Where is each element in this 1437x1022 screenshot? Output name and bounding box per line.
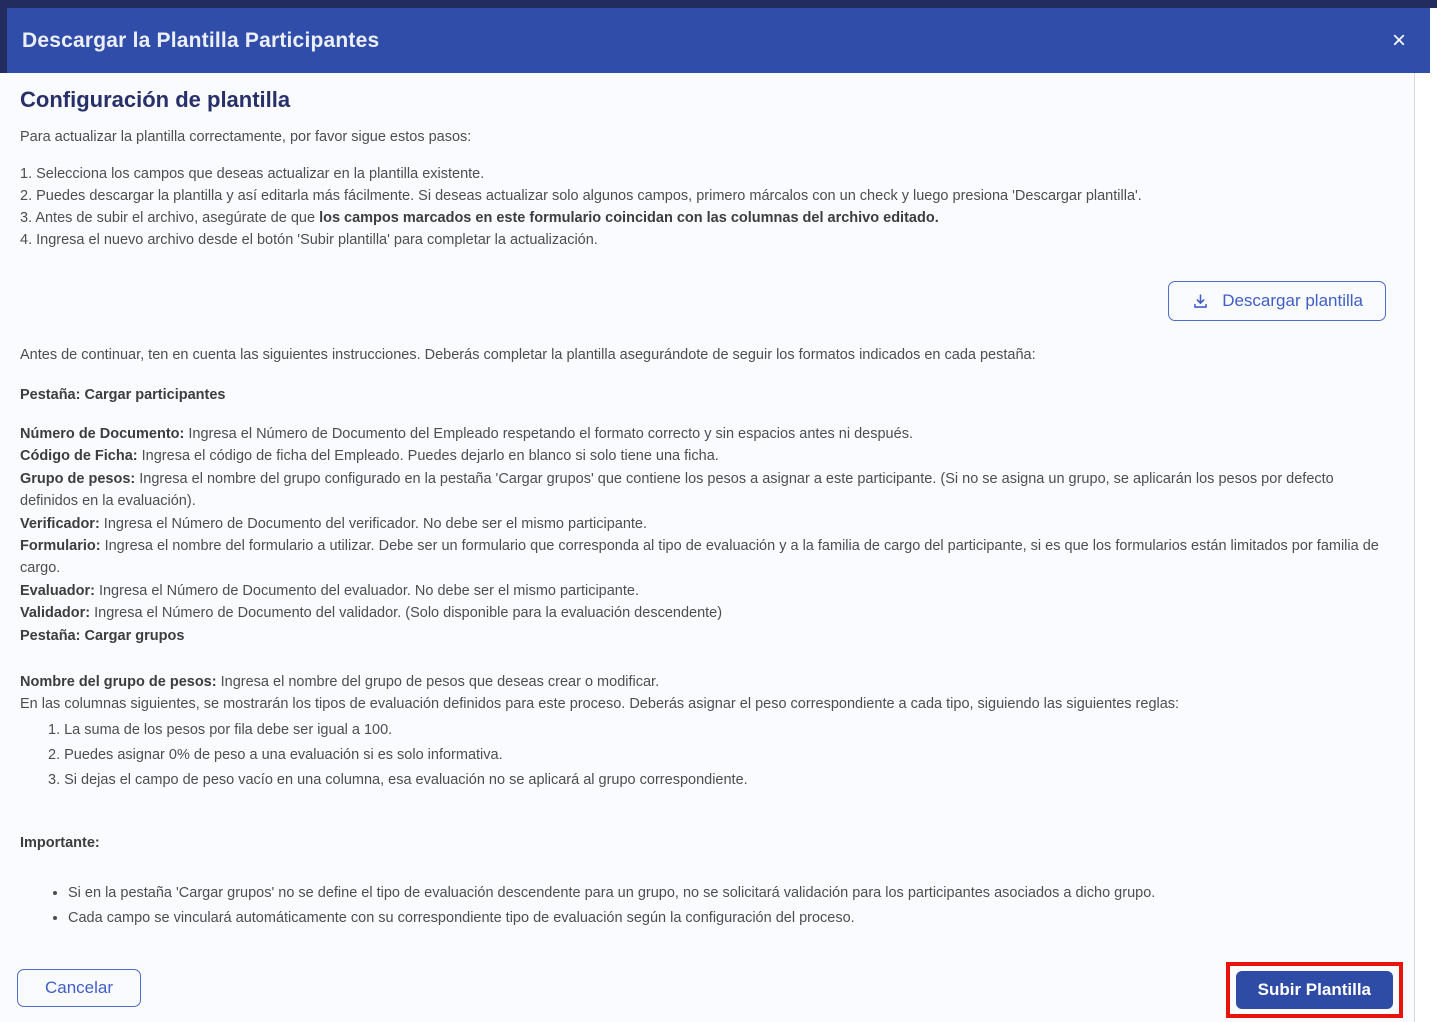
- field-text: Ingresa el nombre del grupo de pesos que deseas crear o modificar.: [216, 674, 660, 691]
- tab-groups-heading: Pestaña: Cargar grupos: [20, 627, 185, 644]
- rules-list: [20, 718, 1390, 793]
- field-label: Número de Documento:: [20, 426, 185, 442]
- group-name-line: [20, 671, 1390, 693]
- field-text: Ingresa el nombre del grupo configurado en la pestaña 'Cargar grupos' que contiene los pesos a asignar a este participante. (Si no se asigna un grupo, se aplicarán los pesos por defecto definidos en la evaluación).: [20, 470, 1334, 510]
- backdrop-edge-left: [0, 8, 7, 73]
- page-title: Configuración de plantilla: [20, 87, 291, 112]
- step-text: 3. Antes de subir el archivo, asegúrate de que: [20, 210, 320, 226]
- close-icon: ×: [1391, 26, 1406, 54]
- field-text: Ingresa el nombre del formulario a utilizar. Debe ser un formulario que corresponda al tipo de evaluación y a la familia de cargo del participante, si es que los formularios están limitados por familia de cargo.: [20, 538, 1379, 577]
- instructions-text: Antes de continuar, ten en cuenta las siguientes instrucciones. Deberás completar la plantilla asegurándote de seguir los formatos indicados en cada pestaña:: [20, 347, 1036, 363]
- field-line: [20, 602, 1390, 624]
- field-text: Ingresa el Número de Documento del validador. (Solo disponible para la evaluación descendente): [90, 605, 723, 622]
- field-line: [20, 423, 1390, 445]
- field-line: [20, 535, 1390, 580]
- important-list: [20, 881, 1390, 931]
- modal-body: [0, 73, 1415, 1022]
- backdrop-edge-top: [0, 0, 1437, 8]
- rule-item: 2. Puedes asignar 0% de peso a una evaluación si es solo informativa.: [48, 746, 503, 763]
- submit-highlight-annotation: [1226, 962, 1403, 1018]
- step-text: 1. Selecciona los campos que deseas actualizar en la plantilla existente.: [20, 166, 485, 182]
- important-item: • Si en la pestaña 'Cargar grupos' no se define el tipo de evaluación descendente para un grupo, no se solicitará validación para los participantes asociados a dicho grupo.: [68, 881, 1390, 906]
- columns-note: En las columnas siguientes, se mostrarán los tipos de evaluación definidos para este proceso. Deberás asignar el peso correspondiente a cada tipo, siguiendo las siguientes reglas:: [20, 696, 1180, 713]
- download-icon: [1191, 292, 1210, 311]
- important-heading: Importante:: [20, 834, 100, 851]
- field-label: Formulario:: [20, 538, 101, 555]
- step-text: 2. Puedes descargar la plantilla y así editarla más fácilmente. Si deseas actualizar solo algunos campos, primero márcalos con un check y luego presiona 'Descargar plantilla'.: [20, 188, 1142, 204]
- field-line: [20, 513, 1390, 535]
- tab-participants-heading: Pestaña: Cargar participantes: [20, 387, 226, 403]
- field-descriptions: [20, 423, 1390, 647]
- field-text: Ingresa el Número de Documento del Empleado respetando el formato correcto y sin espacios antes ni después.: [184, 426, 913, 442]
- field-label: Evaluador:: [20, 582, 95, 599]
- field-line: [20, 445, 1390, 467]
- scrollbar-gutter[interactable]: [1416, 73, 1437, 1022]
- important-item: • Cada campo se vinculará automáticamente con su correspondiente tipo de evaluación según la configuración del proceso.: [68, 906, 1390, 931]
- field-text: Ingresa el Número de Documento del verificador. No debe ser el mismo participante.: [99, 515, 648, 532]
- modal-header: [7, 8, 1430, 73]
- field-label: Validador:: [20, 605, 91, 622]
- submit-button[interactable]: Subir Plantilla: [1236, 971, 1393, 1009]
- field-label: Código de Ficha:: [20, 448, 138, 465]
- field-line: [20, 468, 1390, 513]
- download-template-button[interactable]: [1168, 281, 1386, 321]
- field-line: [20, 580, 1390, 602]
- step-bold-text: los campos marcados en este formulario coincidan con las columnas del archivo editado.: [319, 210, 939, 226]
- step-item: [20, 185, 1390, 207]
- intro-text: Para actualizar la plantilla correctamente, por favor sigue estos pasos:: [20, 129, 472, 145]
- download-row: [20, 281, 1386, 321]
- step-item: [20, 207, 1390, 229]
- step-item: [20, 163, 1390, 185]
- steps-list: [20, 163, 1390, 251]
- field-text: Ingresa el código de ficha del Empleado. Puedes dejarlo en blanco si solo tiene una ficha.: [137, 448, 719, 465]
- modal-title: Descargar la Plantilla Participantes: [22, 28, 380, 52]
- close-button[interactable]: [1386, 27, 1412, 55]
- field-label: Grupo de pesos:: [20, 470, 136, 487]
- rule-item: 3. Si dejas el campo de peso vacío en una columna, esa evaluación no se aplicará al grupo correspondiente.: [48, 771, 748, 788]
- step-item: [20, 229, 1390, 251]
- field-label: Nombre del grupo de pesos:: [20, 674, 217, 691]
- field-text: Ingresa el Número de Documento del evaluador. No debe ser el mismo participante.: [94, 582, 639, 599]
- field-label: Verificador:: [20, 515, 100, 532]
- rule-item: 1. La suma de los pesos por fila debe ser igual a 100.: [48, 721, 393, 738]
- download-button-label: Descargar plantilla: [1222, 291, 1363, 310]
- step-text: 4. Ingresa el nuevo archivo desde el botón 'Subir plantilla' para completar la actualización.: [20, 232, 598, 248]
- cancel-button[interactable]: Cancelar: [17, 969, 141, 1007]
